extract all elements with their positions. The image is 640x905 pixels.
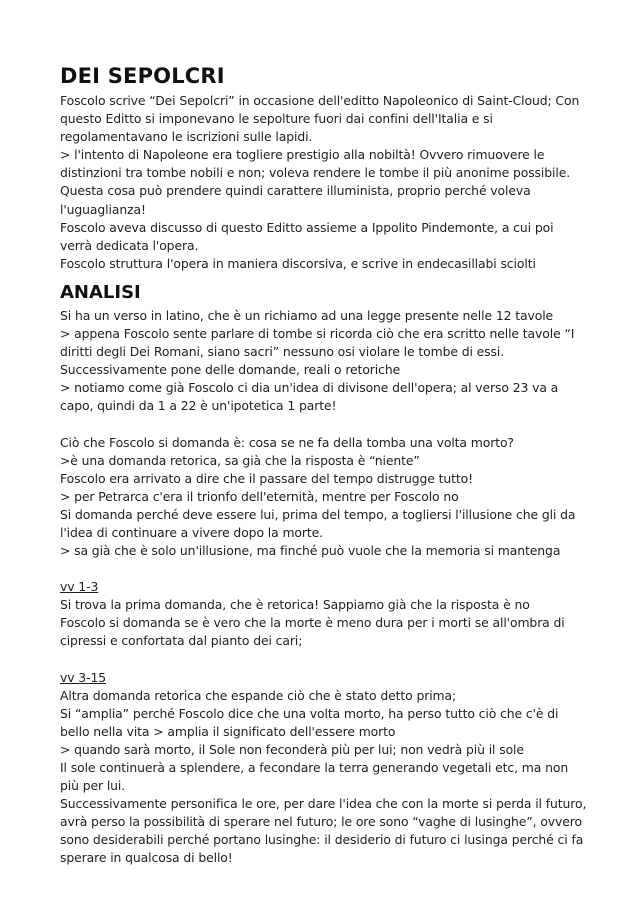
analisi-line: Foscolo era arrivato a dire che il passare del tempo distrugge tutto! [60,470,473,486]
analisi-line: Si domanda perché deve essere lui, prima del tempo, a togliersi l'illusione che gli da l'idea di continuare a vivere dopo la morte. [60,506,576,540]
intro-paragraph: Foscolo struttura l'opera in maniera discorsiva, e scrive in endecasillabi sciolti [60,255,536,271]
analisi-line: Si trova la prima domanda, che è retorica! Sappiamo già che la risposta è no [60,597,530,613]
intro-section [60,92,588,273]
analisi-line: > sa già che è solo un'illusione, ma finché può vuole che la memoria si mantenga [60,543,561,559]
analisi-block-1 [60,307,588,416]
section-heading-analisi: ANALISI [60,281,141,303]
analisi-block-2 [60,434,588,561]
analisi-line: Foscolo si domanda se è vero che la morte è meno dura per i morti se all'ombra di cipressi e confortata dal pianto dei cari; [60,615,565,649]
analisi-line: Si ha un verso in latino, che è un richiamo ad una legge presente nelle 12 tavole [60,307,554,323]
spacer [60,560,588,578]
intro-paragraph: > l'intento di Napoleone era togliere prestigio alla nobiltà! Ovvero rimuovere le distinzioni tra tombe nobili e non; voleva rendere le tombe il più anonime possibile. Questa cosa può prendere quindi carattere illuminista, proprio perché voleva l'uguaglianza! [60,147,571,217]
analisi-line: Successivamente personifica le ore, per dare l'idea che con la morte si perda il futuro, avrà perso la possibilità di sperare nel futuro; le ore sono “vaghe di lusinghe”, ovvero sono desiderabili perché portano lusinghe: il desiderio di futuro ci lusinga perché ci fa sperare in qualcosa di bello! [60,796,587,866]
intro-paragraph: Foscolo aveva discusso di questo Editto assieme a Ippolito Pindemonte, a cui poi verrà dedicata l'opera. [60,219,554,253]
analisi-line: > per Petrarca c'era il trionfo dell'eternità, mentre per Foscolo no [60,488,459,504]
analisi-line: > notiamo come già Foscolo ci dia un'idea di divisone dell'opera; al verso 23 va a capo, quindi da 1 a 22 è un'ipotetica 1 parte! [60,380,559,414]
spacer [60,651,588,669]
intro-paragraph: Foscolo scrive “Dei Sepolcri” in occasione dell'editto Napoleonico di Saint-Cloud; Con questo Editto si imponevano le sepolture fuori dai confini dell'Italia e si regolamentavano le iscrizioni sulle lapidi. [60,93,580,145]
verses-1-3-section [60,578,588,650]
analisi-line: >è una domanda retorica, sa già che la risposta è “niente” [60,452,420,468]
analisi-line: > appena Foscolo sente parlare di tombe si ricorda ciò che era scritto nelle tavole “I diritti degli Dei Romani, siano sacri” nessuno osi violare le tombe di essi. [60,326,575,360]
analisi-line: Il sole continuerà a splendere, a fecondare la terra generando vegetali etc, ma non più per lui. [60,760,569,794]
page-title: DEI SEPOLCRI [60,64,225,88]
verse-range-label: vv 3-15 [60,669,107,685]
analisi-line: Si “amplia” perché Foscolo dice che una volta morto, ha perso tutto ciò che c'è di bello nella vita > amplia il significato dell'essere morto [60,705,559,739]
analisi-line: Altra domanda retorica che espande ciò che è stato detto prima; [60,687,457,703]
verse-range-label: vv 1-3 [60,579,99,595]
verses-3-15-section [60,669,588,868]
analisi-line: Successivamente pone delle domande, reali o retoriche [60,362,401,378]
analisi-line: Ciò che Foscolo si domanda è: cosa se ne fa della tomba una volta morto? [60,434,514,450]
analisi-line: > quando sarà morto, il Sole non feconderà più per lui; non vedrà più il sole [60,741,524,757]
spacer [60,416,588,434]
